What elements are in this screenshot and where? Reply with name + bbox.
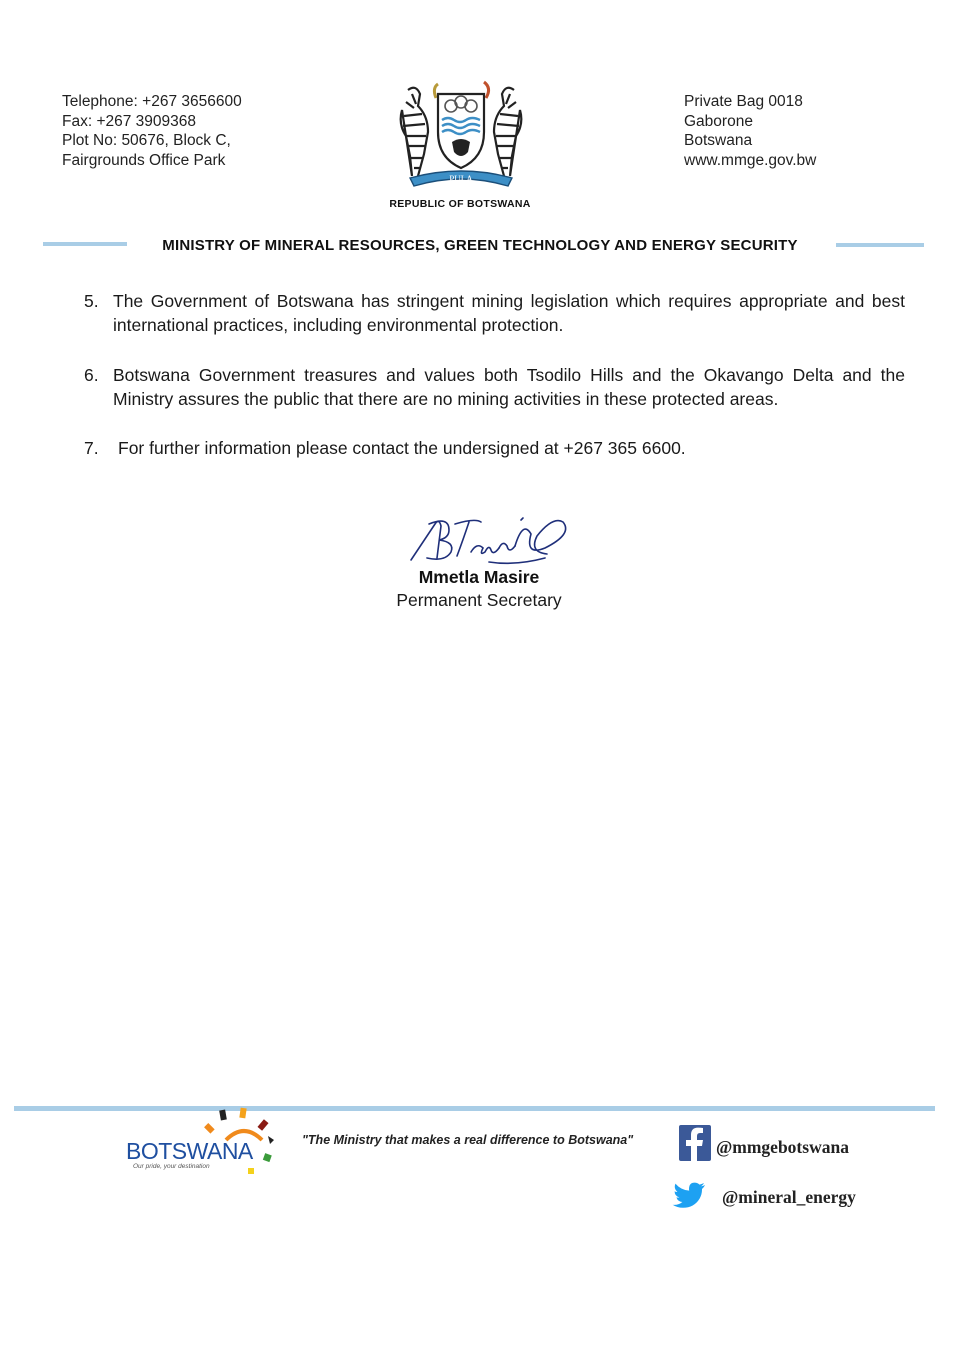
fax-line: Fax: +267 3909368 bbox=[62, 112, 197, 130]
numbered-paragraph bbox=[84, 289, 905, 337]
ministry-heading: MINISTRY OF MINERAL RESOURCES, GREEN TECHNOLOGY AND ENERGY SECURITY bbox=[162, 237, 798, 254]
contact-details-left bbox=[62, 92, 242, 170]
private-bag-line: Private Bag 0018 bbox=[684, 93, 803, 110]
country-line: Botswana bbox=[684, 132, 753, 149]
republic-heading: REPUBLIC OF BOTSWANA bbox=[389, 198, 531, 210]
header-rule-right bbox=[836, 243, 924, 247]
handwritten-signature bbox=[405, 512, 575, 572]
twitter-icon[interactable] bbox=[672, 1182, 706, 1210]
twitter-handle-link[interactable]: @mineral_energy bbox=[722, 1187, 856, 1207]
brand-tagline: Our pride, your destination bbox=[133, 1163, 210, 1170]
signatory-title: Permanent Secretary bbox=[396, 590, 562, 610]
contact-details-right bbox=[684, 92, 816, 170]
paragraph-number: 5. bbox=[84, 291, 99, 311]
plot-line: Plot No: 50676, Block C, bbox=[62, 132, 231, 149]
paragraph-number: 7. bbox=[84, 438, 99, 458]
numbered-paragraph bbox=[84, 363, 905, 411]
city-line: Gaborone bbox=[684, 112, 753, 130]
facebook-handle-link[interactable]: @mmgebotswana bbox=[716, 1137, 849, 1157]
numbered-paragraph bbox=[84, 436, 905, 460]
paragraph-number: 6. bbox=[84, 365, 99, 385]
ribbon-motto: PULA bbox=[449, 174, 473, 184]
signatory-name: Mmetla Masire bbox=[418, 567, 540, 587]
paragraph-text: The Government of Botswana has stringent mining legislation which requires appropriate and best international practices, including environmental protection. bbox=[113, 291, 905, 335]
facebook-icon[interactable] bbox=[679, 1125, 711, 1161]
telephone-line: Telephone: +267 3656600 bbox=[62, 93, 242, 110]
brand-wordmark: BOTSWANA bbox=[126, 1138, 253, 1164]
header-rule-left bbox=[43, 242, 127, 246]
office-park-line: Fairgrounds Office Park bbox=[62, 151, 226, 169]
paragraph-text: Botswana Government treasures and values both Tsodilo Hills and the Okavango Delta and the Ministry assures the public that there are no mining activities in these protected areas. bbox=[113, 365, 905, 409]
ministry-motto: "The Ministry that makes a real difference to Botswana" bbox=[302, 1133, 634, 1147]
coat-of-arms-icon bbox=[388, 80, 534, 192]
website-line: www.mmge.gov.bw bbox=[684, 151, 817, 169]
paragraph-text: For further information please contact the undersigned at +267 365 6600. bbox=[118, 438, 686, 458]
